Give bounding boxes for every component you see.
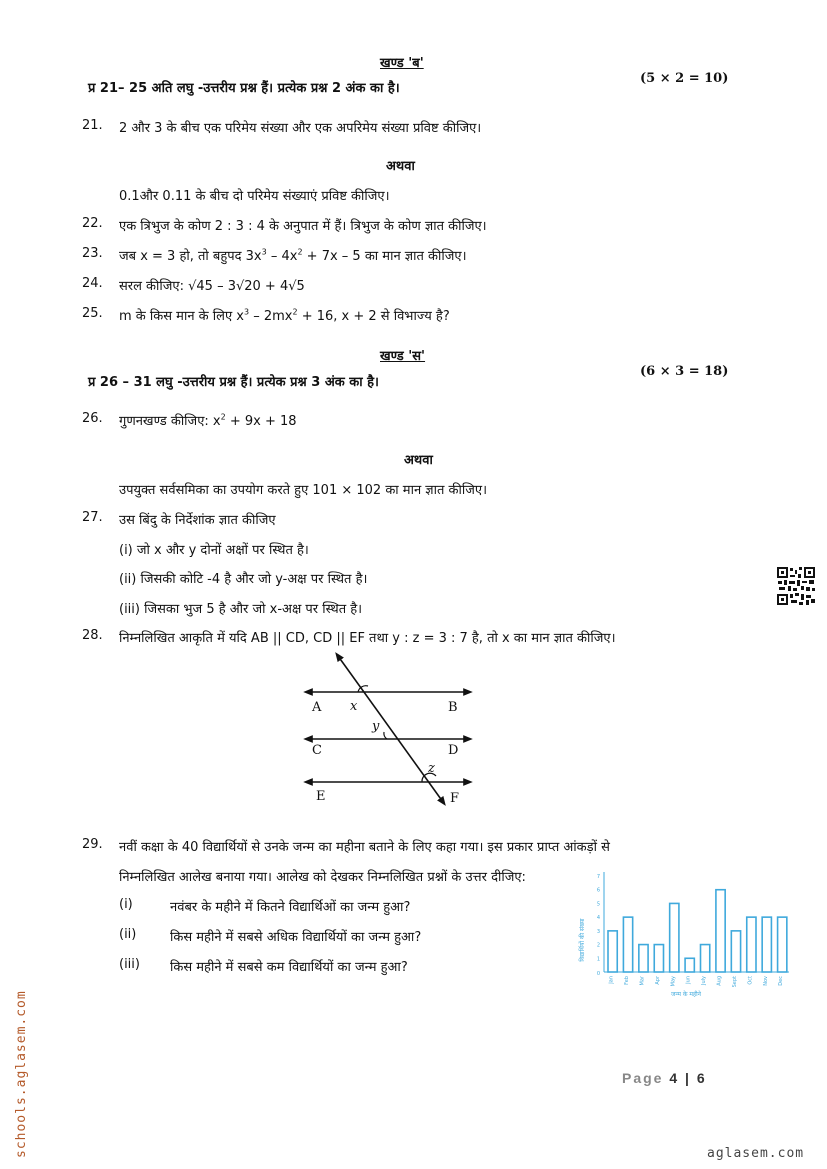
chart-bar [623, 917, 632, 972]
question-number: 23. [82, 246, 103, 261]
chart-bar [701, 945, 710, 972]
side-watermark: schools.aglasem.com [14, 990, 29, 1158]
question-number: 28. [82, 628, 103, 643]
sub-question-label: (iii) [119, 957, 140, 972]
chart-y-label: विद्यार्थियों की संख्या [579, 918, 586, 962]
q25-sup2: 2 [292, 307, 298, 317]
q25-text-b: – 2mx [249, 309, 293, 324]
transversal-line [338, 656, 443, 802]
question-number: 27. [82, 510, 103, 525]
chart-bar [639, 945, 648, 972]
page-number [622, 1070, 707, 1086]
chart-bar [731, 931, 740, 972]
page-label: Page [622, 1070, 664, 1086]
question-number: 29. [82, 837, 103, 852]
sub-question: (ii) जिसकी कोटि -4 है और जो y-अक्ष पर स्थित है। [119, 572, 368, 587]
chart-y-tick-label: 6 [596, 887, 600, 894]
question-text: निम्नलिखित आकृति में यदि AB || CD, CD || EF तथा y : z = 3 : 7 है, तो x का मान ज्ञात कीजिए। [119, 631, 616, 646]
chart-x-tick-label: Jan [608, 976, 615, 984]
chart-x-tick-label: May [670, 976, 677, 987]
sub-question: (iii) जिसका भुज 5 है और जो x-अक्ष पर स्थित है। [119, 602, 363, 617]
section-b-marks: (5 × 2 = 10) [640, 71, 729, 86]
question-number: 22. [82, 216, 103, 231]
chart-y-tick-label: 7 [596, 874, 600, 880]
qr-code-icon [776, 566, 816, 606]
sub-question: नवंबर के महीने में कितने विद्यार्थिओं का जन्म हुआ? [170, 900, 411, 915]
chart-bar [778, 917, 787, 972]
sub-question: किस महीने में सबसे अधिक विद्यार्थियों का जन्म हुआ? [170, 930, 422, 945]
question-text [119, 411, 297, 429]
question-number: 25. [82, 306, 103, 321]
sub-question: (i) जो x और y दोनों अक्षों पर स्थित है। [119, 543, 309, 558]
q23-sup2: 2 [297, 247, 303, 257]
birth-month-bar-chart [574, 868, 796, 1018]
label-c: C [312, 743, 322, 758]
sub-question-label: (i) [119, 897, 133, 912]
sub-question-label: (ii) [119, 927, 137, 942]
q23-text-b: – 4x [266, 249, 298, 264]
chart-bar [654, 945, 663, 972]
chart-y-tick-label: 3 [596, 928, 600, 935]
section-b-title: खण्ड 'ब' [380, 56, 424, 71]
chart-x-tick-label: Sept [731, 976, 738, 988]
chart-x-tick-label: Mar [639, 976, 646, 986]
chart-x-tick-label: Jun [685, 976, 692, 984]
sub-question: किस महीने में सबसे कम विद्यार्थियों का जन्म हुआ? [170, 960, 408, 975]
chart-x-tick-label: Dec [778, 976, 785, 986]
question-text [119, 306, 450, 324]
question-text: निम्नलिखित आलेख बनाया गया। आलेख को देखकर निम्नलिखित प्रश्नों के उत्तर दीजिए: [119, 870, 526, 885]
chart-y-tick-label: 2 [596, 942, 600, 949]
chart-bar [762, 917, 771, 972]
label-f: F [450, 791, 460, 806]
page-total: 6 [696, 1070, 707, 1086]
parallel-lines-figure [300, 650, 480, 810]
chart-y-tick-label: 1 [596, 956, 600, 963]
chart-x-tick-label: Nov [762, 976, 769, 986]
question-number: 21. [82, 118, 103, 133]
q26-text-a: गुणनखण्ड कीजिए: x [119, 414, 221, 429]
section-c-instruction: प्र 26 – 31 लघु -उत्तरीय प्रश्न हैं। प्रत्येक प्रश्न 3 अंक का है। [88, 375, 379, 390]
q25-text-a: m के किस मान के लिए x [119, 309, 244, 324]
chart-bar [608, 931, 617, 972]
chart-x-tick-label: Feb [624, 976, 631, 985]
chart-bar [670, 903, 679, 972]
page-sep: | [685, 1070, 691, 1086]
question-text: एक त्रिभुज के कोण 2 : 3 : 4 के अनुपात में हैं। त्रिभुज के कोण ज्ञात कीजिए। [119, 219, 487, 234]
chart-x-tick-label: Apr [654, 976, 661, 985]
question-text: 2 और 3 के बीच एक परिमेय संख्या और एक अपरिमेय संख्या प्रविष्ट कीजिए। [119, 121, 482, 136]
label-z: z [428, 761, 435, 776]
section-c-title: खण्ड 'स' [380, 349, 426, 364]
chart-y-tick-label: 4 [596, 915, 600, 922]
section-c-marks: (6 × 3 = 18) [640, 364, 729, 379]
q26-sup: 2 [220, 412, 226, 422]
label-x: x [350, 699, 358, 714]
q26-text-b: + 9x + 18 [225, 414, 297, 429]
q23-text-a: जब x = 3 हो, तो बहुपद 3x [119, 249, 262, 264]
chart-x-tick-label: Oct [747, 976, 754, 985]
page-current: 4 [669, 1070, 680, 1086]
chart-y-tick-label: 5 [596, 901, 600, 908]
q23-text-c: + 7x – 5 का मान ज्ञात कीजिए। [302, 249, 467, 264]
label-b: B [448, 700, 458, 715]
label-d: D [448, 743, 459, 758]
chart-x-label: जन्म के महीने [670, 991, 702, 998]
label-e: E [316, 789, 326, 804]
chart-x-tick-label: Aug [716, 976, 723, 986]
q25-text-c: + 16, x + 2 से विभाज्य है? [297, 309, 450, 324]
question-text [119, 246, 467, 264]
angle-y-arc [384, 732, 387, 739]
bottom-watermark: aglasem.com [707, 1146, 805, 1161]
question-text: उपयुक्त सर्वसमिका का उपयोग करते हुए 101 × 102 का मान ज्ञात कीजिए। [119, 483, 488, 498]
chart-y-tick-label: 0 [596, 971, 600, 977]
chart-bars [608, 890, 787, 972]
question-text: 0.1और 0.11 के बीच दो परिमेय संख्याएं प्रविष्ट कीजिए। [119, 189, 390, 204]
chart-bar [716, 890, 725, 972]
question-text: नवीं कक्षा के 40 विद्यार्थियों से उनके जन्म का महीना बताने के लिए कहा गया। इस प्रकार प्राप्त आंकड़ों से [119, 840, 610, 855]
chart-bar [747, 917, 756, 972]
section-b-instruction: प्र 21– 25 अति लघु -उत्तरीय प्रश्न हैं। प्रत्येक प्रश्न 2 अंक का है। [88, 81, 400, 96]
q23-sup1: 3 [261, 247, 267, 257]
or-label: अथवा [404, 453, 433, 468]
chart-x-tick-label: July [701, 976, 708, 985]
question-text: सरल कीजिए: √45 – 3√20 + 4√5 [119, 279, 305, 294]
q25-sup1: 3 [243, 307, 250, 317]
question-text: उस बिंदु के निर्देशांक ज्ञात कीजिए [119, 513, 276, 528]
question-number: 24. [82, 276, 103, 291]
chart-bar [685, 958, 694, 972]
label-a: A [312, 700, 322, 715]
label-y: y [372, 719, 380, 734]
or-label: अथवा [386, 159, 415, 174]
question-number: 26. [82, 411, 103, 426]
